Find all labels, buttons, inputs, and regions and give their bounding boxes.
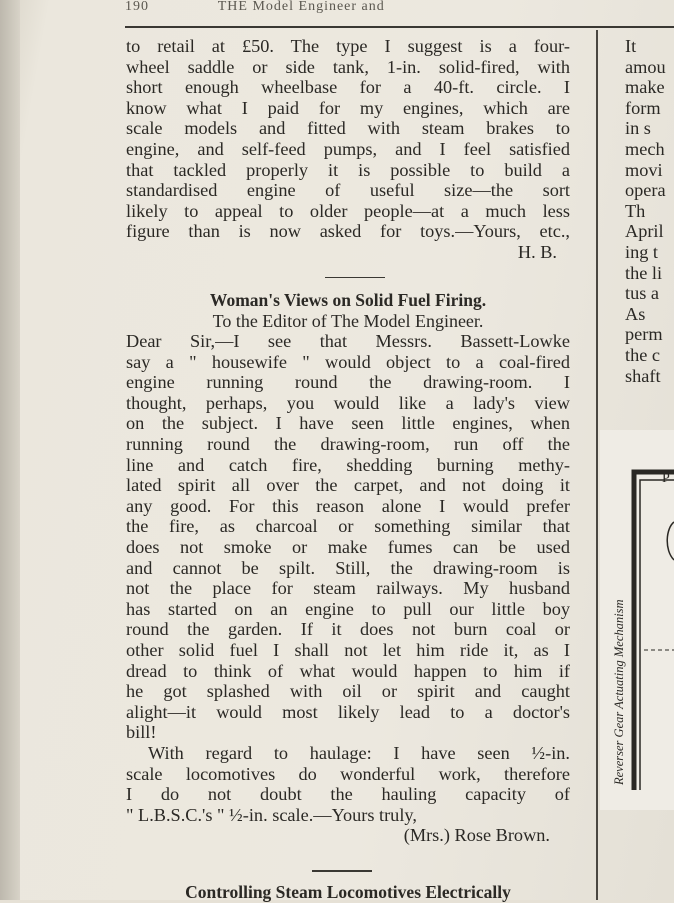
text-line: mech: [625, 138, 665, 159]
text-line: thought, perhaps, you would like a lady's view: [126, 392, 570, 413]
mechanism-drawing: [600, 430, 674, 810]
text-line: that tackled properly it is possible to build a: [126, 159, 570, 180]
text-line: dread to think of what would happen to him if: [126, 660, 570, 681]
text-line: Dear Sir,—I see that Messrs. Bassett-Lowke: [126, 331, 570, 352]
section-divider: [312, 870, 372, 872]
section-divider: [325, 277, 385, 279]
text-line: figure than is now asked for toys.—Yours, etc.,: [126, 221, 570, 242]
text-line: any good. For this reason alone I would prefer: [126, 495, 570, 516]
text-line: " L.B.S.C.'s " ½-in. scale.—Yours truly,: [126, 804, 417, 825]
text-line: other solid fuel I shall not let him ride it, as I: [126, 639, 570, 660]
text-line: the c: [625, 344, 661, 365]
text-line: and cannot be spilt. Still, the drawing-room is: [126, 557, 570, 578]
letter-signature: (Mrs.) Rose Brown.: [403, 825, 550, 846]
text-line: bill!: [126, 722, 157, 743]
text-line: lated spirit all over the carpet, and not doing it: [126, 475, 570, 496]
text-line: ing t: [625, 241, 659, 262]
right-column: [625, 36, 674, 386]
text-line: on the subject. I have seen little engines, when: [126, 413, 570, 434]
text-line: It: [625, 36, 637, 56]
text-line: in s: [625, 118, 651, 139]
letter-hb-end: [126, 36, 570, 263]
next-article-heading: Controlling Steam Locomotives Electrically: [185, 882, 511, 902]
figure-label: P: [662, 471, 670, 486]
text-line: not the place for steam railways. My husband: [126, 578, 570, 599]
text-line: opera: [625, 180, 666, 201]
text-line: wheel saddle or side tank, 1-in. solid-fired, with: [126, 56, 570, 77]
text-line: scale models and fitted with steam brakes to: [126, 118, 570, 139]
text-line: has started on an engine to pull our little boy: [126, 598, 570, 619]
main-column: [126, 36, 570, 846]
text-line: As: [625, 303, 646, 324]
letter-signature: H. B.: [517, 241, 557, 262]
text-line: likely to appeal to older people—at a much less: [126, 200, 570, 221]
text-line: round the garden. If it does not burn coal or: [126, 619, 570, 640]
text-line: know what I paid for my engines, which are: [126, 97, 570, 118]
mechanism-figure: [600, 430, 674, 810]
text-line: April: [625, 221, 664, 242]
text-line: engine running round the drawing-room. I: [126, 372, 570, 393]
text-line: standardised engine of useful size—the sort: [126, 180, 570, 201]
text-line: say a " housewife " would object to a coal-fired: [126, 351, 570, 372]
to-editor-line: To the Editor of The Model Engineer.: [212, 311, 484, 332]
running-title: THE Model Engineer and: [217, 0, 385, 14]
header-rule: [125, 26, 674, 28]
text-line: line and catch fire, shedding burning methy-: [126, 454, 570, 475]
text-line: the li: [625, 262, 663, 283]
text-line: perm: [625, 324, 663, 345]
text-line: make: [625, 77, 665, 98]
running-header: [125, 0, 674, 14]
text-line: alight—it would most likely lead to a doctor's: [126, 701, 570, 722]
article-heading: Woman's Views on Solid Fuel Firing.: [209, 290, 487, 311]
text-line: running round the drawing-room, run off the: [126, 434, 570, 454]
text-line: does not smoke or make fumes can be used: [126, 536, 570, 557]
text-line: scale locomotives do wonderful work, therefore: [126, 763, 570, 784]
column-rule: [596, 30, 598, 900]
figure-caption: Reverser Gear Actuating Mechanism: [612, 599, 626, 785]
text-line: I do not doubt the hauling capacity of: [126, 784, 570, 805]
text-line: form: [625, 97, 661, 118]
text-line: tus a: [625, 283, 660, 304]
text-line: movi: [625, 159, 663, 180]
text-line: he got splashed with oil or spirit and caught: [126, 681, 570, 702]
text-line: the fire, as charcoal or something similar that: [126, 516, 570, 537]
page-gutter-shadow: [0, 0, 20, 900]
text-line: shaft: [625, 365, 661, 386]
text-line: to retail at £50. The type I suggest is a four-: [126, 36, 570, 56]
text-line: amou: [625, 56, 666, 77]
page-number: 190: [125, 0, 149, 14]
letter-rose-brown: [126, 289, 570, 846]
text-line: Th: [625, 200, 646, 221]
text-line: short enough wheelbase for a 40-ft. circle. I: [126, 77, 570, 98]
text-line: With regard to haulage: I have seen ½-in.: [148, 742, 570, 763]
text-line: engine, and self-feed pumps, and I feel satisfied: [126, 138, 570, 159]
